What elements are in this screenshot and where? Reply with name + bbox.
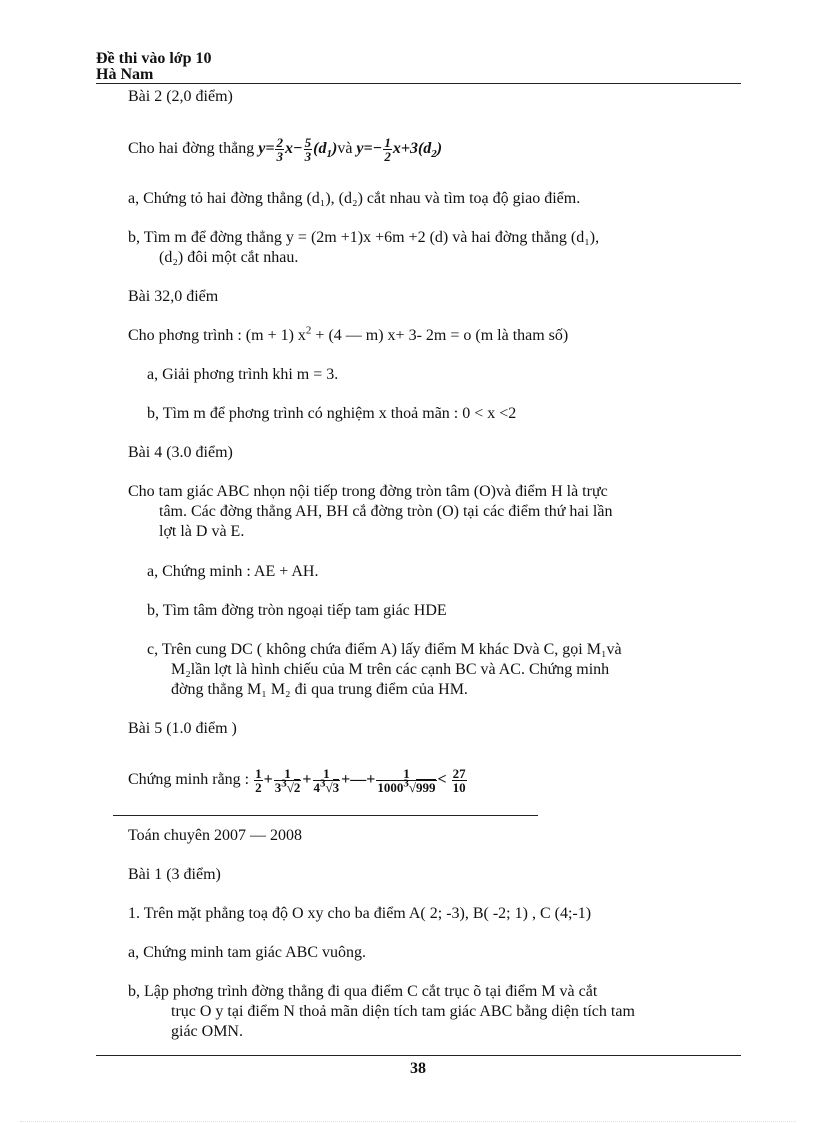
section-divider (113, 815, 538, 816)
header-subtitle: Hà Nam (96, 66, 154, 83)
bai4-part-c-line3: đờng thẳng M₁ M₂ đi qua trung điểm của HM. (171, 681, 468, 698)
bai3-title: Bài 32,0 điểm (128, 288, 219, 305)
bai3-part-b: b, Tìm m để phơng trình có nghiệm x thoả mãn : 0 < x <2 (147, 405, 517, 422)
bai5-inequality (128, 760, 468, 800)
bottom-dotted-border (20, 1121, 796, 1122)
bai2-part-a: a, Chứng tỏ hai đờng thẳng (d₁), (d₂) cắt nhau và tìm toạ độ giao điểm. (128, 190, 581, 207)
bai5-dots: — (350, 771, 367, 788)
equation-d1: y= $\frac{2}{3}$ x− $\frac{5}{3}$ $(d_1)$ (258, 135, 338, 164)
header-rule (96, 83, 741, 84)
bai3-part-a: a, Giải phơng trình khi m = 3. (147, 366, 339, 383)
inequality-expression: $\frac{1}{2}$ + $\frac{1}{3^3√2}$ + $\frac{1}{4^3√3}$ +—+ $\frac{1}{1000^3√999}$ < $\frac{27}{10}$ (255, 765, 466, 795)
bai2-title: Bài 2 (2,0 điểm) (128, 88, 233, 105)
bai4-part-c-line2: M₂lần lợt là hình chiếu của M trên các cạnh BC và AC. Chứng minh (171, 661, 610, 678)
bai4-part-a: a, Chứng minh : AE + AH. (147, 563, 319, 580)
section2-bai1-title: Bài 1 (3 điểm) (128, 866, 221, 883)
bai2-intro (128, 136, 442, 163)
bai5-intro: Chứng minh rằng : (128, 771, 250, 788)
bai3-intro-post: + (4 — m) x+ 3- 2m = o (m là tham số) (311, 327, 569, 344)
section2-item1: 1. Trên mặt phẳng toạ độ O xy cho ba điểm A( 2; -3), B( -2; 1) , C (4;-1) (128, 905, 592, 922)
equation-d2: y=− $\frac{1}{2}$ $x+3(d_2)$ (356, 135, 443, 164)
bai4-part-c-line1: c, Trên cung DC ( không chứa điểm A) lấy điểm M khác Dvà C, gọi M₁và (147, 641, 622, 658)
bai4-part-b: b, Tìm tâm đờng tròn ngoại tiếp tam giác HDE (147, 602, 447, 619)
bai4-intro-line3: lợt là D và E. (159, 523, 245, 540)
bai3-intro (128, 326, 568, 346)
page-number: 38 (410, 1060, 426, 1077)
section2-part-a: a, Chứng minh tam giác ABC vuông. (128, 944, 366, 961)
bai2-intro-and: và (337, 140, 353, 158)
bai2-part-b-line1: b, Tìm m để đờng thẳng y = (2m +1)x +6m +2 (d) và hai đờng thẳng (d₁), (128, 229, 600, 246)
section2-part-b-line2: trục O y tại điểm N thoả mãn diện tích tam giác ABC bằng diện tích tam (171, 1003, 635, 1020)
footer-rule (96, 1055, 741, 1056)
bai3-intro-sup: 2 (305, 324, 312, 337)
bai2-part-b-line2: (d₂) đôi một cắt nhau. (159, 249, 299, 266)
bai4-intro-line1: Cho tam giác ABC nhọn nội tiếp trong đờng tròn tâm (O)và điểm H là trực (128, 483, 608, 500)
section2-part-b-line3: giác OMN. (171, 1023, 243, 1040)
bai4-intro-line2: tâm. Các đờng thẳng AH, BH cắ đờng tròn (O) tại các điểm thứ hai lần (159, 503, 613, 520)
header-title: Đề thi vào lớp 10 (96, 50, 212, 67)
section2-part-b-line1: b, Lập phơng trình đờng thẳng đi qua điểm C cắt trục õ tại điểm M và cắt (128, 983, 598, 1000)
bai3-intro-pre: Cho phơng trình : (m + 1) x (128, 327, 306, 344)
bai4-title: Bài 4 (3.0 điểm) (128, 444, 233, 461)
bai5-title: Bài 5 (1.0 điểm ) (128, 720, 237, 737)
section2-title: Toán chuyên 2007 — 2008 (128, 827, 302, 844)
bai2-intro-text: Cho hai đờng thẳng (128, 140, 255, 158)
